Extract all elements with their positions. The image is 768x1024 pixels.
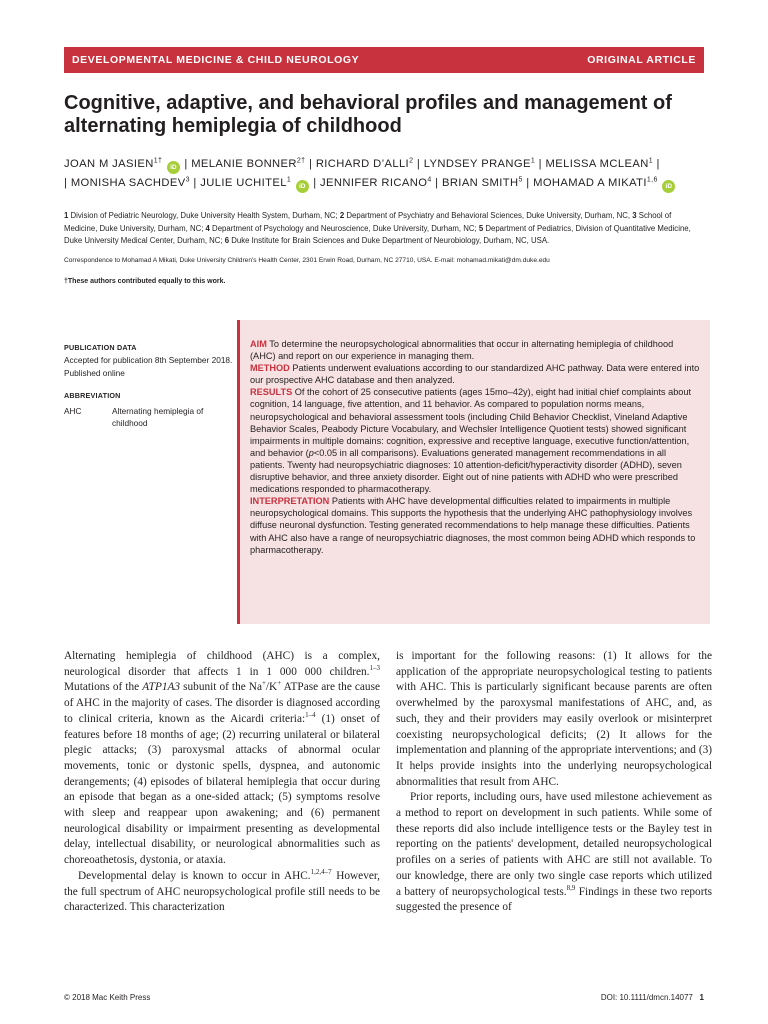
equal-contribution-note: †These authors contributed equally to this work. xyxy=(64,278,226,285)
orcid-icon[interactable]: iD xyxy=(662,180,675,193)
author-name: | MELISSA MCLEAN xyxy=(538,158,649,170)
author-name: | BRIAN SMITH xyxy=(435,177,519,189)
author-name: JOAN M JASIEN xyxy=(64,158,154,170)
body-paragraph xyxy=(64,649,380,869)
correspondence-note: Correspondence to Mohamad A Mikati, Duke University Children's Health Center, 2301 Erwin Road, Durham, NC 27710, USA. E-mail: mohamad.mikati@dm.duke.edu xyxy=(64,257,550,264)
affiliation-text: Division of Pediatric Neurology, Duke University Health System, Durham, NC; xyxy=(68,211,340,220)
body-text: subunit of the Na xyxy=(180,681,262,694)
article-type: ORIGINAL ARTICLE xyxy=(587,54,696,66)
author-affiliation-marker: 1† xyxy=(153,157,163,165)
body-paragraph: is important for the following reasons: (1) It allows for the application of the appropriate neuropsychological testing to patients with AHC. This is particularly significant because parents are often overwhelmed by the paroxysmal manifestations of AHC, and, as such, they and their providers may easily overlook or misinterpret coexisting neuropsychological deficits; (2) It allows for the implementation and planning of the appropriate interventions; and (3) It helps provide insights into the underlying neuropsychological abnormalities that result from AHC. xyxy=(396,650,712,788)
affiliation-number: 6 xyxy=(224,236,230,245)
affiliations xyxy=(64,210,704,248)
body-paragraph xyxy=(396,790,712,916)
author-affiliation-marker: 2† xyxy=(296,157,306,165)
affiliation-number: 4 xyxy=(205,223,210,233)
abstract-interpretation-label: INTERPRETATION xyxy=(250,496,330,507)
author-affiliation-marker: 3 xyxy=(185,176,190,184)
abstract-results-label: RESULTS xyxy=(250,387,293,398)
body-text: Mutations of the xyxy=(64,681,143,694)
author-name: | JULIE UCHITEL xyxy=(193,177,287,189)
abbreviation-heading: ABBREVIATION xyxy=(64,391,121,401)
author-affiliation-marker: 1,6 xyxy=(646,176,658,184)
gene-name: ATP1A3 xyxy=(142,681,181,694)
page-number: 1 xyxy=(699,993,704,1002)
body-text: (1) onset of features before 18 months of age; (2) recurring unilateral or bilateral plegic attacks; (3) paroxysmal attacks of abnormal ocular movements, tonic or dystonic spells, dyspnea, and autonomic derangements; (4) episodes of bilateral hemiplegia that occur during an episode that began as a one-sided attack; (5) symptoms resolve with sleep and reappear upon awakening; and (6) permanent neurological disability or impairment presenting as developmental delay, intellectual disability, or neurological abnormalities such as choreoathetosis, dystonia, or ataxia. xyxy=(64,712,380,867)
published-online: Published online xyxy=(64,367,125,378)
abstract-aim xyxy=(250,338,700,362)
publication-data-box xyxy=(64,342,240,429)
body-text: Prior reports, including ours, have used milestone achievement as a method to report on development in such patients. While some of these reports did also include intelligence tests or the Bayley test in reporting on the patients' development, detailed neuropsychological profiles on a series of patients with AHC are still not available. To our knowledge, there are only two single case reports which utilized a battery of neuropsychological tests. xyxy=(396,791,712,898)
affiliation-number: 3 xyxy=(632,211,637,220)
abstract-interpretation-text: Patients with AHC have developmental difficulties related to impairments in multiple neuropsychological domains. This supports the hypothesis that the underlying AHC pathophysiology involves diffuse neuronal dysfunction. Testing generated recommendations to help manage these difficulties. Patients with AHC also have a range of neuropsychiatric diagnoses, the most common being ADHD which responds to pharmacotherapy. xyxy=(250,496,696,555)
abbreviation-row xyxy=(64,405,240,430)
author-affiliation-marker: 4 xyxy=(427,176,432,184)
abstract-aim-text: To determine the neuropsychological abnormalities that occur in alternating hemiplegia of childhood (AHC) and report on our experience in managing them. xyxy=(250,339,674,362)
body-text: Developmental delay is known to occur in AHC. xyxy=(78,869,311,882)
footer-copyright: © 2018 Mac Keith Press xyxy=(64,993,151,1002)
body-column-left xyxy=(64,649,380,916)
abstract-box xyxy=(237,320,710,624)
author-affiliation-marker: 2 xyxy=(409,157,414,165)
ion-charge: + xyxy=(277,679,282,688)
citation[interactable]: 1,2,4–7 xyxy=(310,868,332,877)
abstract-method xyxy=(250,362,700,386)
author-name: | MELANIE BONNER xyxy=(184,158,297,170)
body-text: /K xyxy=(265,681,278,694)
author-affiliation-marker: 1 xyxy=(286,176,292,184)
affiliation-text: Department of Psychiatry and Behavioral Sciences, Duke University, Durham, NC, xyxy=(344,211,633,220)
author-affiliation-marker: 5 xyxy=(518,176,523,184)
affiliation-text: Department of Psychology and Neuroscience, Duke University, Durham, NC; xyxy=(209,223,479,233)
author-name: | MOHAMAD A MIKATI xyxy=(526,177,647,189)
affiliation-text: School of Medicine, Duke University, Durham, NC; xyxy=(64,211,672,233)
citation[interactable]: 8,9 xyxy=(566,883,576,892)
author-affiliation-marker: 1 xyxy=(648,157,653,165)
abstract-results xyxy=(250,386,700,495)
orcid-icon[interactable]: iD xyxy=(167,161,180,174)
body-text: ATPase are the cause of AHC in the majority of cases. The disorder is diagnosed according to clinical criteria, known as the Aicardi criteria: xyxy=(64,681,380,725)
ion-charge: + xyxy=(261,679,266,688)
author-list: JOAN M $JASIEN^{1\dagger}$ iD | MELANIE $BONNER^{2\dagger}$ | RICHARD D’ALLI$^2$ | LYNDSEY PRANGE$^1$ | MELISSA MCLEAN$^1$ | | MONISHA SACHDEV$^3$ | JULIE UCHITEL$^1$ iD | JENNIFER RICANO$^4$ | BRIAN SMITH$^5$ | MOHAMAD A MIKATI$^{1,6}$ iD xyxy=(64,155,714,193)
publication-data-heading: PUBLICATION DATA xyxy=(64,343,137,352)
affiliation-text: Department of Pediatrics, Division of Quantitative Medicine, Duke University Medical Center, Durham, NC; xyxy=(64,223,691,245)
citation[interactable]: 1–3 xyxy=(369,663,380,672)
footer-doi[interactable]: DOI: 10.1111/dmcn.14077 xyxy=(600,993,693,1002)
affiliation-number: 5 xyxy=(478,223,484,233)
author-affiliation-marker: 1 xyxy=(530,157,536,165)
article-title: Cognitive, adaptive, and behavioral profiles and management of alternating hemiplegia of childhood xyxy=(64,92,672,137)
affiliation-number: 2 xyxy=(339,211,345,220)
abstract-aim-label: AIM xyxy=(250,339,267,349)
abstract-interpretation xyxy=(250,495,700,555)
footer-doi-page xyxy=(601,993,704,1002)
body-column-right xyxy=(396,649,712,916)
abbreviation-value: Alternating hemiplegia of childhood xyxy=(112,405,204,429)
orcid-icon[interactable]: iD xyxy=(296,180,309,193)
citation[interactable]: 1–4 xyxy=(305,711,316,720)
author-name: | RICHARD D’ALLI xyxy=(309,158,410,170)
author-name: | JENNIFER RICANO xyxy=(313,177,428,189)
body-text: However, the full spectrum of AHC neuropsychological profile still needs to be characterized. This characterization xyxy=(64,869,380,914)
abstract-results-text: <0.05 in all comparisons). Evaluations generated management recommendations in all patients. Twenty had neuropsychiatric diagnoses: 10 attention-deficit/hyperactivity disorder (ADHD), seven disruptive behavior, and three anxiety disorder. Eight out of nine patients with ADHD who were prescribed medications responded to pharmacotherapy. xyxy=(250,447,682,495)
journal-name: DEVELOPMENTAL MEDICINE & CHILD NEUROLOGY xyxy=(72,54,360,66)
abstract-method-text: Patients underwent evaluations according to our standardized AHC pathway. Data were entered into our prospective AHC database and then analyzed. xyxy=(250,363,700,386)
author-name: | MONISHA SACHDEV xyxy=(64,177,186,189)
abstract-results-text: Of the cohort of 25 consecutive patients (ages 15mo–42y), eight had initial chief complaints about cognition, 14 language, five attention, and 11 behavior. As compared to population norms means, neuropsychological and behavioral assessment tools (including Child Behavior Checklist, Vineland Adaptive Behavior Scales, Peabody Picture Vocabulary, and Wechsler Intelligence Quotient tests) showed significant impairments in multiple domains: cognition, expressive and receptive language, executive function/attention, and behavior ( xyxy=(250,387,692,458)
body-text: Findings in these two reports suggested the presence of xyxy=(396,885,712,914)
abstract-p-symbol: p xyxy=(308,447,314,458)
affiliation-number: 1 xyxy=(64,211,69,220)
abstract-method-label: METHOD xyxy=(250,363,290,374)
body-paragraph xyxy=(64,869,380,916)
affiliation-text: Duke Institute for Brain Sciences and Duke Department of Neurobiology, Durham, NC, USA. xyxy=(229,236,550,245)
body-text: Alternating hemiplegia of childhood (AHC) is a complex, neurological disorder that affects 1 in 1 000 000 children. xyxy=(64,650,380,678)
abbreviation-key: AHC xyxy=(64,405,82,416)
author-name: | LYNDSEY PRANGE xyxy=(416,158,531,170)
accepted-date: Accepted for publication 8th September 2018. xyxy=(64,355,233,366)
journal-header-bar xyxy=(64,47,704,73)
